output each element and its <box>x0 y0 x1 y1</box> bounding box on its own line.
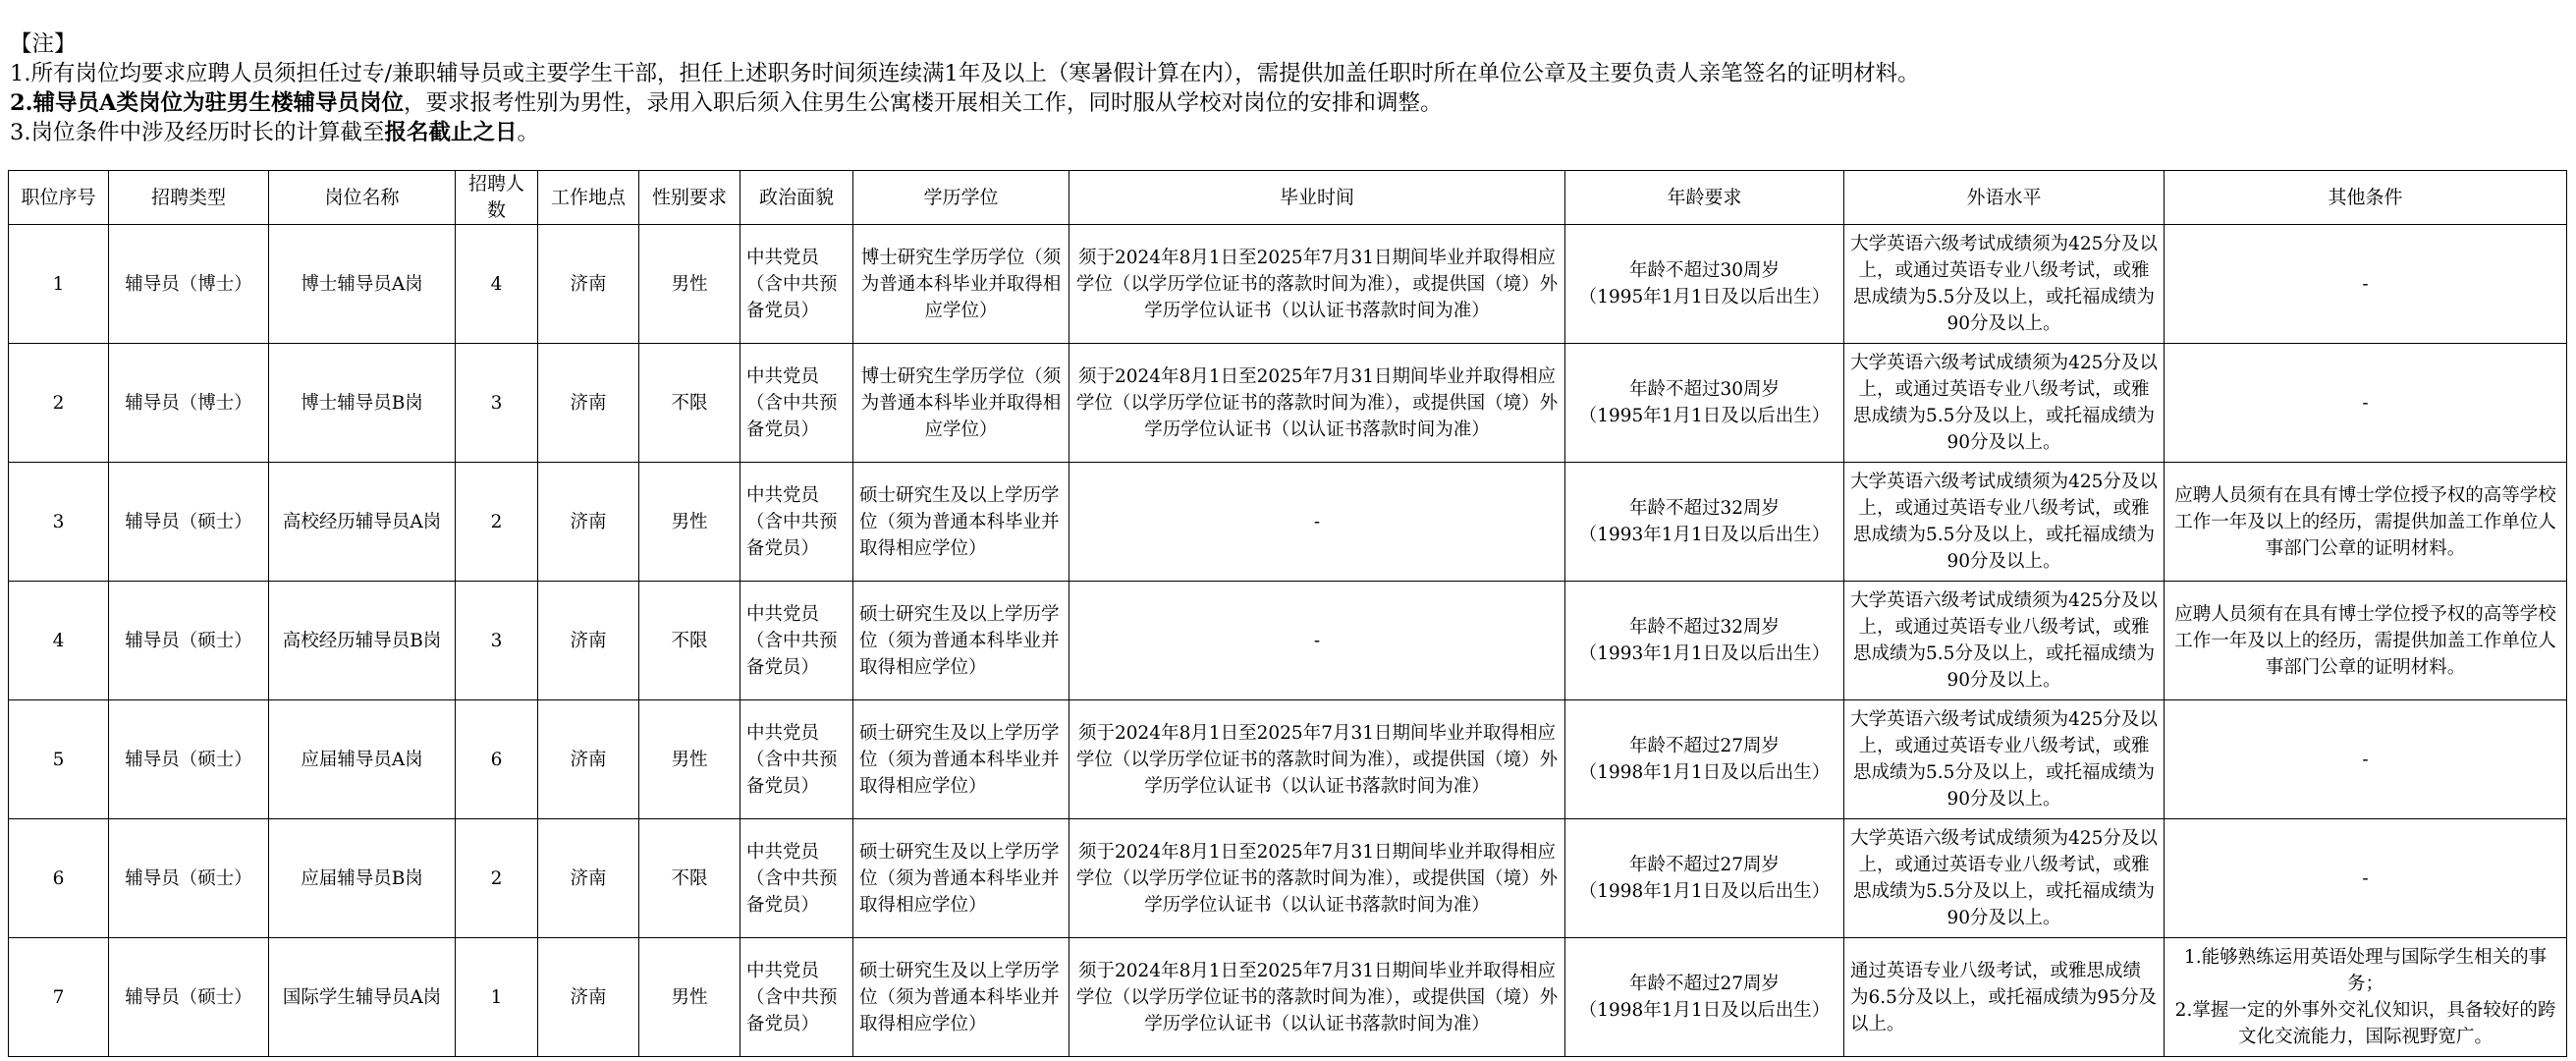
cell-age <box>1565 344 1844 463</box>
cell-age <box>1565 700 1844 819</box>
cell-no: 5 <box>9 700 109 819</box>
note-line-2-emphasis: 2.辅导员A类岗位为驻男生楼辅导员岗位 <box>10 90 404 116</box>
cell-graduation: 须于2024年8月1日至2025年7月31日期间毕业并取得相应学位（以学历学位证书的落款时间为准），或提供国（境）外学历学位认证书（以认证书落款时间为准） <box>1069 344 1565 463</box>
header-position-no: 职位序号 <box>9 171 109 225</box>
other-item-1: 1.能够熟练运用英语处理与国际学生相关的事务； <box>2183 947 2548 994</box>
age-birth-date: （1995年1月1日及以后出生） <box>1578 406 1831 426</box>
cell-degree: 博士研究生学历学位（须为普通本科毕业并取得相应学位） <box>853 225 1069 344</box>
notes-heading: 【注】 <box>10 31 77 57</box>
cell-gender: 不限 <box>639 344 740 463</box>
age-limit: 年龄不超过32周岁 <box>1628 617 1781 638</box>
cell-political: 中共党员（含中共预备党员） <box>740 700 853 819</box>
cell-language: 大学英语六级考试成绩须为425分及以上，或通过英语专业八级考试，或雅思成绩为5.5分及以上，或托福成绩为90分及以上。 <box>1844 225 2165 344</box>
cell-degree: 硕士研究生及以上学历学位（须为普通本科毕业并取得相应学位） <box>853 463 1069 582</box>
header-language: 外语水平 <box>1844 171 2165 225</box>
cell-other <box>2165 938 2567 1057</box>
cell-type: 辅导员（硕士） <box>109 700 269 819</box>
notes-section <box>10 29 2563 147</box>
cell-other: 应聘人员须有在具有博士学位授予权的高等学校工作一年及以上的经历，需提供加盖工作单位人事部门公章的证明材料。 <box>2165 463 2567 582</box>
cell-type: 辅导员（博士） <box>109 344 269 463</box>
age-birth-date: （1993年1月1日及以后出生） <box>1578 643 1831 664</box>
cell-gender: 男性 <box>639 463 740 582</box>
cell-age <box>1565 819 1844 938</box>
cell-name: 应届辅导员A岗 <box>269 700 456 819</box>
cell-degree: 硕士研究生及以上学历学位（须为普通本科毕业并取得相应学位） <box>853 700 1069 819</box>
cell-type: 辅导员（博士） <box>109 225 269 344</box>
note-line-3 <box>10 118 2563 147</box>
table-row <box>9 582 2567 700</box>
header-other: 其他条件 <box>2165 171 2567 225</box>
cell-location: 济南 <box>538 344 639 463</box>
cell-type: 辅导员（硕士） <box>109 463 269 582</box>
cell-other: 应聘人员须有在具有博士学位授予权的高等学校工作一年及以上的经历，需提供加盖工作单位人事部门公章的证明材料。 <box>2165 582 2567 700</box>
cell-count: 3 <box>456 344 538 463</box>
cell-count: 1 <box>456 938 538 1057</box>
cell-political: 中共党员（含中共预备党员） <box>740 344 853 463</box>
age-limit: 年龄不超过30周岁 <box>1628 260 1781 281</box>
other-item-2: 2.掌握一定的外事外交礼仪知识，具备较好的跨文化交流能力，国际视野宽广。 <box>2174 1000 2556 1047</box>
header-recruit-type: 招聘类型 <box>109 171 269 225</box>
cell-other: - <box>2165 819 2567 938</box>
cell-gender: 男性 <box>639 938 740 1057</box>
cell-no: 7 <box>9 938 109 1057</box>
cell-type: 辅导员（硕士） <box>109 819 269 938</box>
cell-political: 中共党员（含中共预备党员） <box>740 819 853 938</box>
positions-table <box>8 170 2567 1057</box>
cell-no: 6 <box>9 819 109 938</box>
age-limit: 年龄不超过27周岁 <box>1628 736 1781 756</box>
age-limit: 年龄不超过27周岁 <box>1628 974 1781 994</box>
cell-political: 中共党员（含中共预备党员） <box>740 582 853 700</box>
cell-name: 国际学生辅导员A岗 <box>269 938 456 1057</box>
cell-degree: 硕士研究生及以上学历学位（须为普通本科毕业并取得相应学位） <box>853 819 1069 938</box>
cell-degree: 硕士研究生及以上学历学位（须为普通本科毕业并取得相应学位） <box>853 582 1069 700</box>
cell-political: 中共党员（含中共预备党员） <box>740 463 853 582</box>
table-row <box>9 938 2567 1057</box>
cell-name: 高校经历辅导员A岗 <box>269 463 456 582</box>
cell-name: 高校经历辅导员B岗 <box>269 582 456 700</box>
cell-language: 大学英语六级考试成绩须为425分及以上，或通过英语专业八级考试，或雅思成绩为5.5分及以上，或托福成绩为90分及以上。 <box>1844 463 2165 582</box>
cell-count: 6 <box>456 700 538 819</box>
header-gender: 性别要求 <box>639 171 740 225</box>
cell-no: 1 <box>9 225 109 344</box>
cell-language: 大学英语六级考试成绩须为425分及以上，或通过英语专业八级考试，或雅思成绩为5.5分及以上，或托福成绩为90分及以上。 <box>1844 582 2165 700</box>
cell-language: 大学英语六级考试成绩须为425分及以上，或通过英语专业八级考试，或雅思成绩为5.5分及以上，或托福成绩为90分及以上。 <box>1844 700 2165 819</box>
table-row <box>9 463 2567 582</box>
cell-name: 博士辅导员A岗 <box>269 225 456 344</box>
cell-political: 中共党员（含中共预备党员） <box>740 225 853 344</box>
cell-no: 3 <box>9 463 109 582</box>
table-header-row <box>9 171 2567 225</box>
cell-location: 济南 <box>538 700 639 819</box>
header-age: 年龄要求 <box>1565 171 1844 225</box>
cell-graduation: - <box>1069 582 1565 700</box>
cell-age <box>1565 938 1844 1057</box>
cell-name: 应届辅导员B岗 <box>269 819 456 938</box>
cell-count: 2 <box>456 819 538 938</box>
cell-location: 济南 <box>538 819 639 938</box>
age-limit: 年龄不超过32周岁 <box>1628 498 1781 519</box>
cell-gender: 男性 <box>639 225 740 344</box>
header-degree: 学历学位 <box>853 171 1069 225</box>
age-limit: 年龄不超过30周岁 <box>1628 379 1781 400</box>
cell-location: 济南 <box>538 225 639 344</box>
cell-no: 4 <box>9 582 109 700</box>
cell-graduation: 须于2024年8月1日至2025年7月31日期间毕业并取得相应学位（以学历学位证书的落款时间为准），或提供国（境）外学历学位认证书（以认证书落款时间为准） <box>1069 819 1565 938</box>
cell-language: 大学英语六级考试成绩须为425分及以上，或通过英语专业八级考试，或雅思成绩为5.5分及以上，或托福成绩为90分及以上。 <box>1844 344 2165 463</box>
cell-graduation: - <box>1069 463 1565 582</box>
cell-age <box>1565 225 1844 344</box>
cell-type: 辅导员（硕士） <box>109 938 269 1057</box>
cell-political: 中共党员（含中共预备党员） <box>740 938 853 1057</box>
note-line-2-text: ，要求报考性别为男性，录用入职后须入住男生公寓楼开展相关工作，同时服从学校对岗位的安排和调整。 <box>403 90 1443 116</box>
cell-language: 大学英语六级考试成绩须为425分及以上，或通过英语专业八级考试，或雅思成绩为5.5分及以上，或托福成绩为90分及以上。 <box>1844 819 2165 938</box>
table-row <box>9 700 2567 819</box>
header-political: 政治面貌 <box>740 171 853 225</box>
age-birth-date: （1998年1月1日及以后出生） <box>1578 762 1831 783</box>
header-headcount: 招聘人数 <box>456 171 538 225</box>
table-row <box>9 225 2567 344</box>
age-limit: 年龄不超过27周岁 <box>1628 855 1781 875</box>
note-line-3-emphasis: 报名截止之日 <box>384 120 518 145</box>
note-line-1: 1.所有岗位均要求应聘人员须担任过专/兼职辅导员或主要学生干部，担任上述职务时间须连续满1年及以上（寒暑假计算在内），需提供加盖任职时所在单位公章及主要负责人亲笔签名的证明材料。 <box>10 61 1920 86</box>
cell-type: 辅导员（硕士） <box>109 582 269 700</box>
cell-count: 3 <box>456 582 538 700</box>
cell-gender: 不限 <box>639 582 740 700</box>
cell-location: 济南 <box>538 582 639 700</box>
table-row <box>9 344 2567 463</box>
age-birth-date: （1998年1月1日及以后出生） <box>1578 1000 1831 1021</box>
note-line-3-end: 。 <box>517 120 539 145</box>
cell-gender: 男性 <box>639 700 740 819</box>
cell-other: - <box>2165 225 2567 344</box>
header-location: 工作地点 <box>538 171 639 225</box>
cell-count: 2 <box>456 463 538 582</box>
note-line-2 <box>10 88 2563 118</box>
cell-graduation: 须于2024年8月1日至2025年7月31日期间毕业并取得相应学位（以学历学位证书的落款时间为准），或提供国（境）外学历学位认证书（以认证书落款时间为准） <box>1069 700 1565 819</box>
cell-location: 济南 <box>538 463 639 582</box>
cell-location: 济南 <box>538 938 639 1057</box>
cell-age <box>1565 582 1844 700</box>
cell-gender: 不限 <box>639 819 740 938</box>
age-birth-date: （1998年1月1日及以后出生） <box>1578 881 1831 902</box>
cell-graduation: 须于2024年8月1日至2025年7月31日期间毕业并取得相应学位（以学历学位证书的落款时间为准），或提供国（境）外学历学位认证书（以认证书落款时间为准） <box>1069 225 1565 344</box>
cell-other: - <box>2165 344 2567 463</box>
cell-graduation: 须于2024年8月1日至2025年7月31日期间毕业并取得相应学位（以学历学位证书的落款时间为准），或提供国（境）外学历学位认证书（以认证书落款时间为准） <box>1069 938 1565 1057</box>
cell-name: 博士辅导员B岗 <box>269 344 456 463</box>
table-row <box>9 819 2567 938</box>
age-birth-date: （1993年1月1日及以后出生） <box>1578 525 1831 545</box>
cell-count: 4 <box>456 225 538 344</box>
note-line-3-text: 3.岗位条件中涉及经历时长的计算截至 <box>10 120 385 145</box>
cell-degree: 硕士研究生及以上学历学位（须为普通本科毕业并取得相应学位） <box>853 938 1069 1057</box>
cell-degree: 博士研究生学历学位（须为普通本科毕业并取得相应学位） <box>853 344 1069 463</box>
cell-no: 2 <box>9 344 109 463</box>
cell-age <box>1565 463 1844 582</box>
cell-language: 通过英语专业八级考试，或雅思成绩为6.5分及以上，或托福成绩为95分及以上。 <box>1844 938 2165 1057</box>
cell-other: - <box>2165 700 2567 819</box>
header-position-name: 岗位名称 <box>269 171 456 225</box>
age-birth-date: （1995年1月1日及以后出生） <box>1578 287 1831 307</box>
header-graduation: 毕业时间 <box>1069 171 1565 225</box>
